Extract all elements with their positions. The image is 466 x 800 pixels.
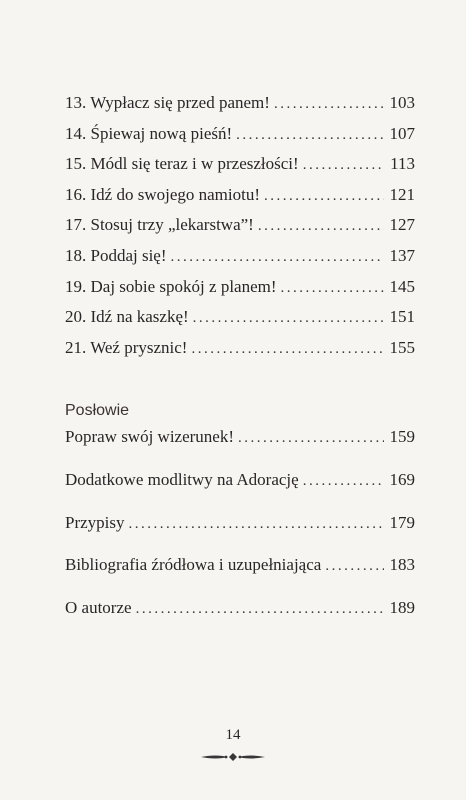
toc-entry[interactable] <box>65 278 415 309</box>
toc-leader-dots <box>191 342 383 357</box>
toc-entry-title: 13. Wypłacz się przed panem! <box>65 93 270 112</box>
toc-entry-page: 137 <box>389 245 415 265</box>
toc-entry-title: Bibliografia źródłowa i uzupełniająca <box>65 555 322 575</box>
toc-leader-dots <box>303 474 384 489</box>
toc-entry-title: Popraw swój wizerunek! <box>65 427 235 446</box>
toc-entry[interactable] <box>65 599 415 642</box>
toc-leader-dots <box>136 602 384 617</box>
toc-entry[interactable] <box>65 155 415 186</box>
toc-entry[interactable] <box>65 186 415 217</box>
toc-entry-title: 21. Weź prysznic! <box>65 337 188 357</box>
toc-entry-page: 103 <box>389 93 415 112</box>
toc-entry[interactable] <box>65 556 415 599</box>
toc-entry-page: 127 <box>389 215 415 235</box>
toc-entry-title: Dodatkowe modlitwy na Adorację <box>65 469 299 489</box>
toc-leader-dots <box>193 311 384 326</box>
toc-leader-dots <box>236 128 383 143</box>
toc-entry-page: 159 <box>389 427 415 446</box>
toc-entry-title: 18. Poddaj się! <box>65 245 167 265</box>
toc-entry-page: 155 <box>389 337 415 357</box>
toc-leader-dots <box>303 158 384 173</box>
toc-entry[interactable] <box>65 308 415 339</box>
toc-entry-title: 17. Stosuj trzy „lekarstwa”! <box>65 215 254 235</box>
toc-entry-page: 151 <box>389 307 415 327</box>
toc-entry-page: 121 <box>389 184 415 204</box>
toc-entry[interactable] <box>65 94 415 125</box>
toc-entry-page: 145 <box>389 276 415 296</box>
toc-entry-title: O autorze <box>65 598 132 618</box>
toc-entry[interactable] <box>65 125 415 156</box>
toc-leader-dots <box>238 431 383 446</box>
toc-leader-dots <box>264 189 384 204</box>
toc-leader-dots <box>281 281 384 296</box>
toc-entry[interactable] <box>65 216 415 247</box>
toc-entry[interactable] <box>65 247 415 278</box>
toc-entry-page: 169 <box>389 469 415 489</box>
section-heading: Posłowie <box>65 402 130 419</box>
toc-entry-title: 15. Módl się teraz i w przeszłości! <box>65 154 299 174</box>
decorative-flourish-icon <box>200 751 266 763</box>
toc-entry-title: 14. Śpiewaj nową pieśń! <box>65 123 233 143</box>
toc-entry[interactable] <box>65 428 415 471</box>
toc-entry-page: 183 <box>389 555 415 575</box>
toc-leader-dots <box>258 219 384 234</box>
toc-leader-dots <box>171 250 384 265</box>
afterword-list <box>65 428 415 642</box>
toc-entry[interactable] <box>65 514 415 557</box>
toc-entry-title: 20. Idź na kaszkę! <box>65 307 189 327</box>
toc-leader-dots <box>129 517 384 532</box>
toc-entry-page: 107 <box>389 123 415 143</box>
toc-list <box>65 94 415 369</box>
toc-entry[interactable] <box>65 471 415 514</box>
toc-leader-dots <box>325 559 383 574</box>
toc-leader-dots <box>274 97 384 112</box>
toc-entry-page: 179 <box>389 512 415 532</box>
page-number: 14 <box>225 727 241 743</box>
toc-entry-page: 113 <box>390 154 415 174</box>
toc-entry-page: 189 <box>389 598 415 618</box>
toc-entry-title: 19. Daj sobie spokój z planem! <box>65 276 277 296</box>
toc-entry[interactable] <box>65 339 415 370</box>
toc-entry-title: 16. Idź do swojego namiotu! <box>65 184 260 204</box>
toc-entry-title: Przypisy <box>65 512 125 532</box>
